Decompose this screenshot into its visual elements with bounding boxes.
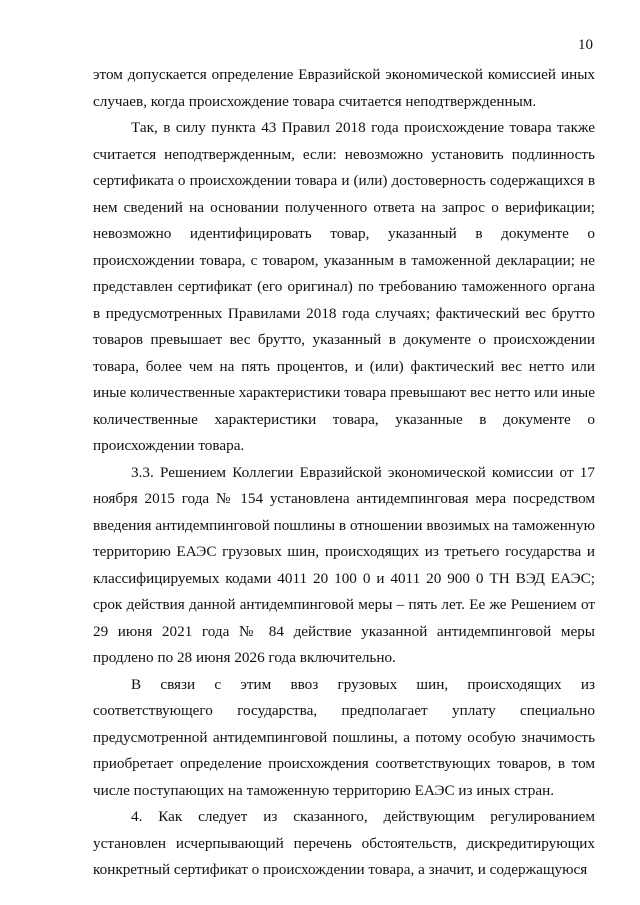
- document-body: [93, 62, 595, 884]
- page-number: 10: [578, 37, 593, 53]
- paragraph-antidumping-significance: В связи с этим ввоз грузовых шин, происходящих из соответствующего государства, предполагает уплату специально предусмотренной антидемпинговой пошлины, а потому особую значимость приобретает определение происхождения соответствующих товаров, в том числе поступающих на таможенную территорию ЕАЭС из иных стран.: [93, 675, 595, 799]
- paragraph-section-4: 4. Как следует из сказанного, действующим регулированием установлен исчерпывающий перечень обстоятельств, дискредитирующих конкретный сертификат о происхождении товара, а значит, и содержащуюся: [93, 808, 595, 878]
- paragraph-continuation: этом допускается определение Евразийской экономической комиссией иных случаев, когда происхождение товара считается неподтвержденным.: [93, 66, 595, 110]
- paragraph-section-3-3: 3.3. Решением Коллегии Евразийской экономической комиссии от 17 ноября 2015 года № 154 установлена антидемпинговая мера посредством введения антидемпинговой пошлины в отношении ввозимых на таможенную территорию ЕАЭС грузовых шин, происходящих из третьего государства и классифицируемых кодами 4011 20 100 0 и 4011 20 900 0 ТН ВЭД ЕАЭС; срок действия данной антидемпинговой меры – пять лет. Ее же Решением от 29 июня 2021 года № 84 действие указанной антидемпинговой меры продлено по 28 июня 2026 года включительно.: [93, 463, 595, 666]
- paragraph-rule-43: Так, в силу пункта 43 Правил 2018 года происхождение товара также считается неподтвержденным, если: невозможно установить подлинность сертификата о происхождении товара и (или) достоверность содержащихся в нем сведений на основании полученного ответа на запрос о верификации; невозможно идентифицировать товар, указанный в документе о происхождении товара, с товаром, указанным в таможенной декларации; не представлен сертификат (его оригинал) по требованию таможенного органа в предусмотренных Правилами 2018 года случаях; фактический вес брутто товаров превышает вес брутто, указанный в документе о происхождении товара, более чем на пять процентов, и (или) фактический вес нетто или иные количественные характеристики товара превышают вес нетто или иные количественные характеристики товара, указанные в документе о происхождении товара.: [93, 119, 595, 454]
